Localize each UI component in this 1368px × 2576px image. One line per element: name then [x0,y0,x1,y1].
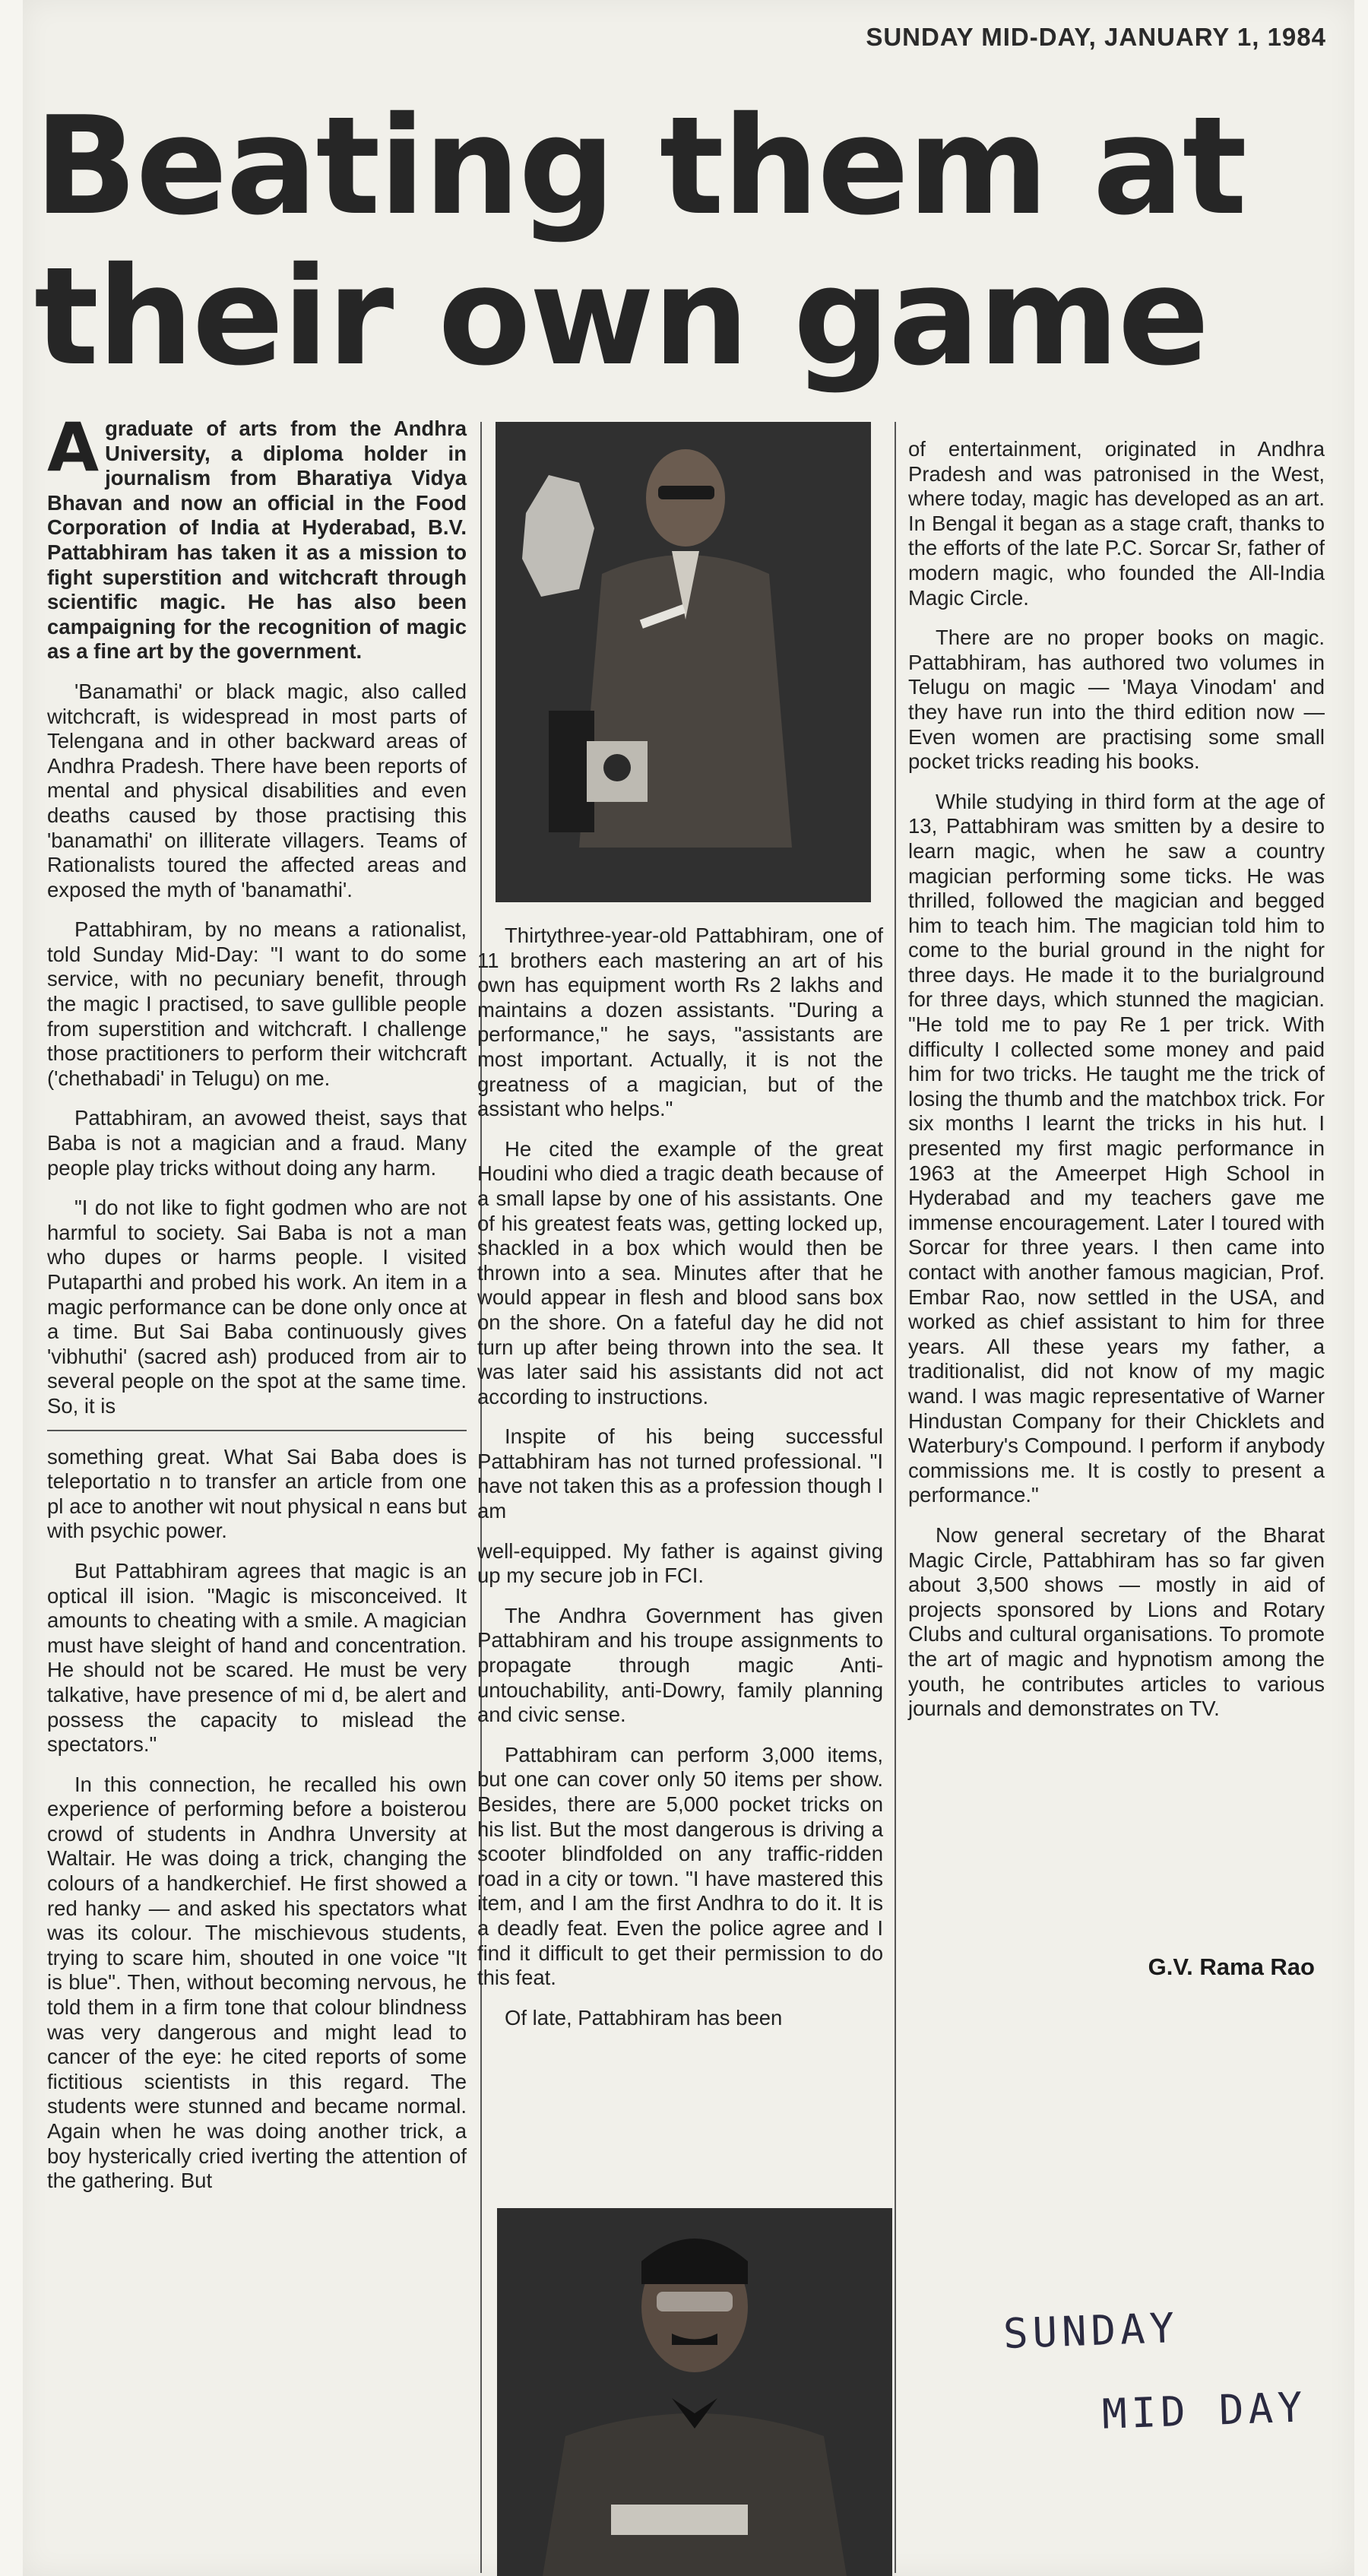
paragraph: Inspite of his being successful Pattabhiram has not turned professional. "I have not taken this as a profession though I am [477,1424,883,1523]
magician-illustration [496,422,871,902]
section-rule [47,1430,467,1436]
paragraph: The Andhra Government has given Pattabhiram and his troupe assignments to propagate through magic Anti-untouchability, anti-Dowry, family planning and civic sense. [477,1603,883,1727]
masthead: SUNDAY MID-DAY, JANUARY 1, 1984 [866,23,1326,51]
headline-line-2: their own game [34,238,1208,395]
paragraph: While studying in third form at the age of 13, Pattabhiram was smitten by a desire to learn magic, when he saw a country magician performing some ticks. He was thrilled, followed the magician and begged him to teach him. The magician told him to come to the burial ground in the night for three days. He made it to the burialground for three days, which stunned the magician. "He told me to pay Re 1 per trick. With difficulty I collected some money and paid him for two tricks. He taught me the trick of losing the thumb and the matchbox trick. For six months I learnt the tricks in his hut. I presented my first magic performance in 1963 at the Ameerpet High School in Hyderabad and my teachers gave me immense encouragement. Later I toured with Sorcar for three years. I then came into contact with another famous magician, Prof. Embar Rao, now settled in the USA, and worked as chief assistant to him for three years. All these years my father, a traditionalist, did not know of my magic wand. I was magic representative of Warner Hindustan Company for their Chicklets and Waterbury's Compound. I perform if anybody commissions me. It is costly to present a performance." [908,789,1325,1507]
column-rule [895,422,896,2573]
paragraph: 'Banamathi' or black magic, also called witchcraft, is widespread in most parts of Telengana and in other backward areas of Andhra Pradesh. There have been reports of mental and physical disabilities and even deaths caused by those practising this 'banamathi' on illiterate villagers. Teams of Rationalists toured the affected areas and exposed the myth of 'banamathi'. [47,679,467,901]
article-column-2 [477,924,883,2045]
paragraph: of entertainment, originated in Andhra Pradesh and was patronised in the West, where today, magic has developed as an art. In Bengal it began as a stage craft, thanks to the efforts of the late P.C. Sorcar Sr, father of modern magic, who founded the All-India Magic Circle. [908,437,1325,610]
headline [34,87,1341,395]
paragraph: Pattabhiram can perform 3,000 items, but one can cover only 50 items per show. Besides, there are 5,000 pocket tricks on his list. But the most dangerous is driving a scooter blindfolded on any traffic-ridden road in a city or town. "I have mastered this item, and I am the first Andhra to do it. It is a deadly feat. Even the police agree and I find it difficult to get their permission to do this feat. [477,1742,883,1990]
lead-text: graduate of arts from the Andhra University, a diploma holder in journalism from Bharatiya Vidya Bhavan and now an official in the Food Corporation of India at Hyderabad, B.V. Pattabhiram has taken it as a mission to fight superstition and witchcraft through scientific magic. He has also been campaigning for the recognition of magic as a fine art by the government. [47,417,467,664]
handwritten-note-line-2: MID DAY [1100,2383,1308,2438]
byline: G.V. Rama Rao [1148,1953,1315,1980]
magician-photo-top [496,422,871,902]
paragraph: "I do not like to fight godmen who are not harmful to society. Sai Baba is not a man who dupes or harms people. I visited Putaparthi and probed his work. An item in a magic performance can be done only once at a time. But Sai Baba continuously gives 'vibhuthi' (sacred ash) produced from air to several people on the spot at the same time. So, it is [47,1196,467,1418]
paragraph: something great. What Sai Baba does is teleportatio n to transfer an article from one pl ace to another wit nout physical n eans but with psychic power. [47,1444,467,1543]
magician-portrait-illustration [497,2208,892,2576]
lead-paragraph [47,408,467,664]
paragraph: He cited the example of the great Houdini who died a tragic death because of a small lapse by one of his assistants. One of his greatest feats was, getting locked up, shackled in a box which would then be thrown into a sea. Minutes after that he would appear in flesh and blood sans box on the shore. On a fateful day he did not turn up after being thrown into the sea. It was later said his assistants did not act according to instructions. [477,1136,883,1408]
paragraph: Of late, Pattabhiram has been [505,2005,783,2029]
paragraph: In this connection, he recalled his own experience of performing before a boisterou crowd of students in Andhra Unversity at Waltair. He was doing a trick, changing the colours of a handkerchief. He first showed a red hanky — and asked his spectators what was its colour. The mischievous students, trying to scare him, shouted in one voice "It is blue". Then, without becoming nervous, he told them in a firm tone that colour blindness was very dangerous and might lead to cancer of the eye: he cited reports of some fictitious scientists in this regard. The students were stunned and became normal. Again when he was doing another trick, a boy hysterically cried iverting the attention of the gathering. But [47,1772,467,2193]
paragraph: Pattabhiram, by no means a rationalist, told Sunday Mid-Day: "I want to do some service, with no pecuniary benefit, through the magic I practised, to save gullible people from superstition and witchcraft. I challenge those practitioners to perform their witchcraft ('chethabadi' in Telugu) on me. [47,917,467,1090]
paragraph: Thirtythree-year-old Pattabhiram, one of 11 brothers each mastering an art of his own has equipment worth Rs 2 lakhs and maintains a dozen assistants. "During a performance," he says, "assistants are most important. Actually, it is not the greatness of a magician, but of the assistant who helps." [477,924,883,1121]
article-column-3 [908,437,1325,1737]
article-column-1 [47,408,467,2209]
magician-photo-bottom [497,2208,892,2576]
paragraph: But Pattabhiram agrees that magic is an optical ill ision. "Magic is misconceived. It amounts to cheating with a smile. A magician must have sleight of hand and concentration. He should not be scared. He must be very talkative, have presence of mi d, be alert and possess the capacity to mislead the spectators." [47,1558,467,1757]
headline-line-1: Beating them at [34,87,1246,245]
paragraph: Pattabhiram, an avowed theist, says that Baba is not a magician and a fraud. Many people play tricks without doing any harm. [47,1106,467,1180]
paragraph: Now general secretary of the Bharat Magic Circle, Pattabhiram has so far given about 3,500 shows — mostly in aid of projects sponsored by Lions and Rotary Clubs and cultural organisations. To promote the art of magic and hypnotism among the youth, he contributes articles to various journals and demonstrates on TV. [908,1522,1325,1721]
paragraph: well-equipped. My father is against giving up my secure job in FCI. [477,1538,883,1588]
handwritten-note-line-1: SUNDAY [1002,2303,1180,2359]
paragraph: There are no proper books on magic. Pattabhiram, has authored two volumes in Telugu on magic — 'Maya Vinodam' and they have run into the third edition now — Even women are practising some small pocket tricks reading his books. [908,626,1325,774]
drop-cap: A [47,408,100,486]
